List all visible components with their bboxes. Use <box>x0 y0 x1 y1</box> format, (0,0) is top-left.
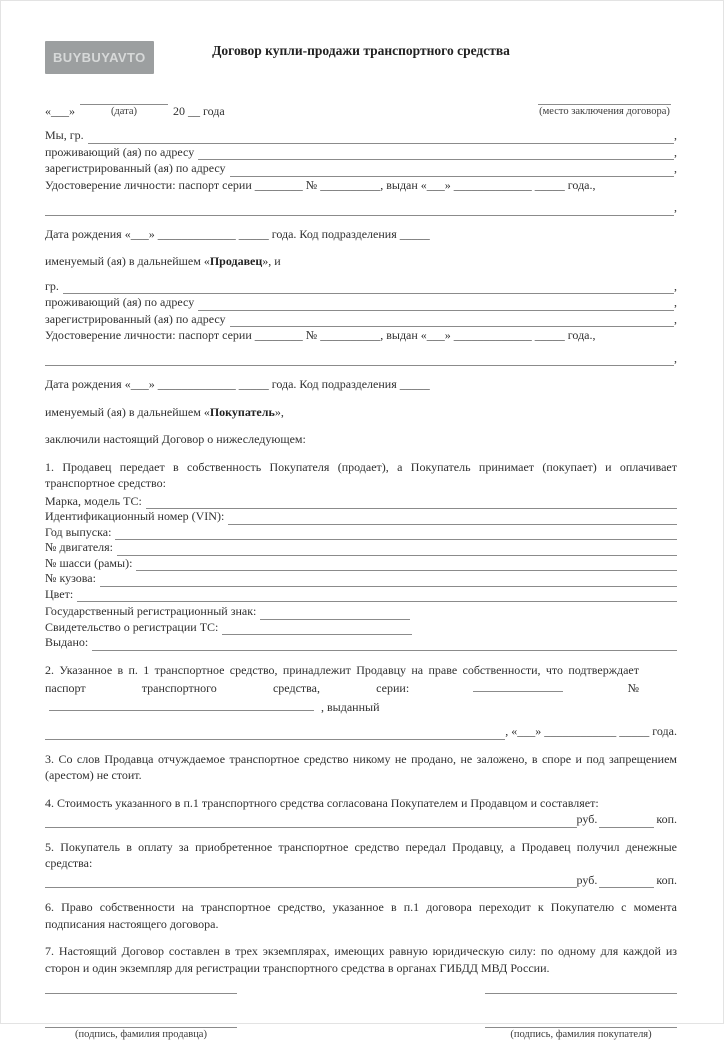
field-plate <box>45 604 677 620</box>
spacer <box>485 994 677 1026</box>
seller-name-blank <box>88 130 674 144</box>
buybuyavto-logo: BUYBUYAVTO <box>45 41 154 74</box>
pts-issued-label: , выданный <box>321 699 380 714</box>
buyer-registration-blank <box>230 313 674 327</box>
buyer-address-blank <box>198 297 674 311</box>
field-make-model-label: Марка, модель ТС: <box>45 493 142 508</box>
comma: , <box>674 144 677 159</box>
date-place-row <box>45 91 677 119</box>
field-plate-blank <box>260 606 410 620</box>
price-amount-blank <box>45 814 577 828</box>
buyer-naming-line <box>45 404 677 421</box>
date-field <box>75 91 173 119</box>
pts-series-blank <box>473 678 563 692</box>
field-issued-by-label: Выдано: <box>45 635 89 649</box>
field-plate-label: Государственный регистрационный знак: <box>45 604 257 618</box>
field-reg-certificate-label: Свидетельство о регистрации ТС: <box>45 619 219 634</box>
date-caption: (дата) <box>110 106 138 117</box>
field-make-model-blank <box>146 495 677 509</box>
field-engine-number-blank <box>117 542 677 556</box>
place-field <box>538 91 671 119</box>
vehicle-fields <box>45 494 677 603</box>
buyer-name-row <box>45 278 677 295</box>
seller-naming-prefix: именуемый (ая) в дальнейшем « <box>45 254 210 268</box>
seller-registration-label: зарегистрированный (ая) по адресу <box>45 161 226 175</box>
signature-area <box>45 992 677 1042</box>
buyer-passport-issuer-row <box>45 350 677 367</box>
field-chassis-number-blank <box>136 557 677 571</box>
comma: , <box>674 161 677 175</box>
field-color-label: Цвет: <box>45 586 74 601</box>
field-year <box>45 525 677 541</box>
seller-passport-issuer-blank <box>45 202 674 216</box>
document-header <box>45 39 677 77</box>
seller-registration-row <box>45 160 677 177</box>
clause-7-text: 7. Настоящий Договор составлен в трех экземплярах, имеющих равную юридическую силу: по одному для каждой из сторон и один экземпляр для регистрации транспортного средства в органах ГИБДД МВД России. <box>45 944 677 975</box>
kop-label: коп. <box>656 872 677 887</box>
buyer-address-label: проживающий (ая) по адресу <box>45 295 195 309</box>
seller-naming-line <box>45 253 677 270</box>
buyer-address-row <box>45 294 677 311</box>
seller-name-label: Мы, гр. <box>45 128 84 142</box>
field-year-label: Год выпуска: <box>45 524 112 539</box>
kopeck-blank <box>599 874 654 888</box>
seller-signature-caption: (подпись, фамилия продавца) <box>75 1029 207 1040</box>
buyer-naming-suffix: », <box>274 404 284 419</box>
buyer-birthdate-line: Дата рождения «___» _____________ _____ года. Код подразделения _____ <box>45 377 430 391</box>
rub-label: руб. <box>576 872 598 887</box>
buyer-passport-line: Удостоверение личности: паспорт серии ________ № __________, выдан «___» _____________ _____ года., <box>45 328 596 342</box>
clause-2-text <box>45 662 677 716</box>
buyer-term: Покупатель <box>209 404 275 419</box>
seller-name-row <box>45 127 677 144</box>
spacer <box>45 994 237 1026</box>
field-body-number-blank <box>100 573 677 587</box>
seller-passport-issuer-row <box>45 199 677 216</box>
buyer-name-label: гр. <box>45 278 59 293</box>
date-blank <box>80 91 168 105</box>
field-chassis-number-label: № шасси (рамы): <box>45 555 133 570</box>
field-body-number <box>45 571 677 587</box>
pts-issue-date-text: , «___» ____________ _____ года. <box>505 724 677 738</box>
clause-3-text: 3. Со слов Продавца отчуждаемое транспортное средство никому не продано, не заложено, в споре и под запрещением (арестом) не стоит. <box>45 751 677 782</box>
field-vin <box>45 509 677 525</box>
field-engine-number-label: № двигателя: <box>45 540 113 554</box>
price-row <box>45 811 677 828</box>
seller-address-row <box>45 144 677 161</box>
buyer-name-blank <box>63 280 674 294</box>
buyer-passport-issuer-blank <box>45 352 674 366</box>
seller-naming-suffix: », и <box>262 254 281 268</box>
field-color <box>45 587 677 603</box>
seller-address-blank <box>198 146 674 160</box>
clause-6-text: 6. Право собственности на транспортное средство, указанное в п.1 договора переходит к Покупателю с момента подписания настоящего договора. <box>45 900 677 931</box>
clause-1-text: 1. Продавец передает в собственность Покупателя (продает), а Покупатель принимает (покупает) и оплачивает транспортное средство: <box>45 459 677 490</box>
field-reg-certificate <box>45 620 677 636</box>
preamble-line: заключили настоящий Договор о нижеследующем: <box>45 432 306 446</box>
field-year-blank <box>115 526 677 540</box>
field-chassis-number <box>45 556 677 572</box>
rub-label: руб. <box>576 812 598 826</box>
comma: , <box>674 350 677 365</box>
seller-term: Продавец <box>209 254 263 268</box>
buyer-registration-row <box>45 311 677 328</box>
seller-section <box>45 127 677 242</box>
payment-row <box>45 872 677 889</box>
field-issued-by-blank <box>92 637 677 651</box>
place-caption: (место заключения договора) <box>539 106 670 117</box>
kop-label: коп. <box>656 812 677 826</box>
page-title: Договор купли-продажи транспортного средства <box>212 43 510 58</box>
seller-passport-line: Удостоверение личности: паспорт серии ________ № __________, выдан «___» _____________ _____ года., <box>45 177 596 192</box>
clause-2-body: 2. Указанное в п. 1 транспортное средство, принадлежит Продавцу на праве собственности, что подтверждает паспорт транспортного средства, серии: <box>45 662 639 695</box>
buyer-signature-caption: (подпись, фамилия покупателя) <box>510 1029 652 1040</box>
date-group <box>45 91 225 119</box>
clause-4-text: 4. Стоимость указанного в п.1 транспортного средства согласована Покупателем и Продавцом и составляет: <box>45 795 599 810</box>
field-body-number-label: № кузова: <box>45 571 96 585</box>
field-make-model <box>45 494 677 510</box>
field-vin-label: Идентификационный номер (VIN): <box>45 509 225 523</box>
comma: , <box>674 295 677 309</box>
kopeck-blank <box>599 814 654 828</box>
day-blank-text: «___» <box>45 104 75 118</box>
pts-issuer-row <box>45 723 677 740</box>
pts-issuer-blank <box>45 726 505 740</box>
comma: , <box>674 128 677 142</box>
field-color-blank <box>77 588 677 602</box>
buyer-signature-block <box>485 992 677 1042</box>
buyer-naming-prefix: именуемый (ая) в дальнейшем « <box>45 404 210 419</box>
registration-fields <box>45 604 677 651</box>
field-issued-by <box>45 635 677 651</box>
seller-signature-block <box>45 992 237 1042</box>
seller-birthdate-line: Дата рождения «___» _____________ _____ года. Код подразделения _____ <box>45 226 430 241</box>
seller-registration-blank <box>230 163 674 177</box>
payment-amount-blank <box>45 874 577 888</box>
year-text: 20 __ года <box>173 104 225 118</box>
comma: , <box>674 200 677 214</box>
place-blank <box>538 91 671 105</box>
clause-5-text: 5. Покупатель в оплату за приобретенное транспортное средство передал Продавцу, а Продавец получил денежные средства: <box>45 839 677 870</box>
seller-address-label: проживающий (ая) по адресу <box>45 144 195 159</box>
buyer-registration-label: зарегистрированный (ая) по адресу <box>45 311 226 326</box>
comma: , <box>674 311 677 326</box>
field-vin-blank <box>228 511 677 525</box>
field-engine-number <box>45 540 677 556</box>
buyer-section <box>45 278 677 393</box>
field-reg-certificate-blank <box>222 621 412 635</box>
comma: , <box>674 278 677 293</box>
pts-number-sign: № <box>627 681 640 695</box>
pts-number-blank <box>49 697 314 711</box>
